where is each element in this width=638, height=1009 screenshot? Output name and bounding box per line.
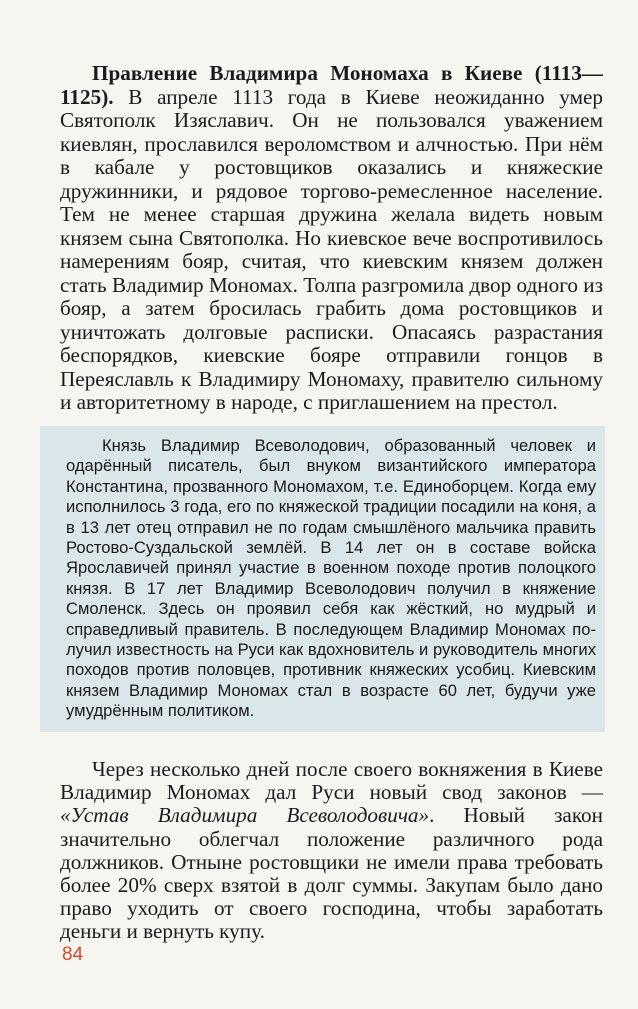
page-number: 84 (62, 944, 84, 965)
continuation-paragraph (60, 758, 603, 944)
info-box-text: Князь Владимир Всеволодович, образованный человек и одарённый писатель, был внуком византийского императора Константина, прозванного Мономахом, т.е. Единоборцем. Когда ему исполнилось 3 года, его по княжеской традиции посадили на коня, а в 13 лет отец отправил не по годам смышлёного мальчика править Ростово-Суздальской землёй. В 14 лет он в составе войска Ярославичей принял участие в военном походе против полоцкого князя. В 17 лет Владимир Всеволодович получил в княжение Смоленск. Здесь он проявил себя как жёсткий, но мудрый и справедливый правитель. В последующем Владимир Мономах получил известность на Руси как вдохновитель и руководитель многих походов против половцев, противник княжеских усобиц. Киевским князем Владимир Мономах стал в возрасте 60 лет, будучи уже умудрённым политиком. (66, 436, 596, 721)
section-body: В апреле 1113 года в Киеве неожиданно умер Святополк Изяславич. Он не пользовался уважением киевлян, прославился вероломством и алчностью. При нём в кабале у ростовщиков оказались и княжеские дружинники, и рядовое торгово-ремесленное население. Тем не менее старшая дружина желала видеть новым князем сына Святополка. Но киевское вече воспротивилось намерениям бояр, считая, что киевским князем должен стать Владимир Мономах. Толпа разгромила двор одного из бояр, а затем бросилась грабить дома ростовщиков и уничтожать долговые расписки. Опасаясь разрастания беспорядков, киевские бояре отправили гонцов в Переяславль к Владимиру Мономаху, правителю сильному и авторитетному в народе, с приглашением на престол. (60, 84, 603, 414)
section-paragraph (60, 62, 603, 415)
law-title: «Устав Владимира Всеволодовича» (60, 803, 430, 828)
continuation-text-end: . Новый закон значительно облегчал положение различного рода должников. Отныне ростовщики не имели права требовать более 20% сверх взятой в долг суммы. Закупам было дано право уходить от своего господина, чтобы заработать деньги и вернуть купу. (60, 803, 603, 944)
section-heading: Правление Владимира Мономаха в Киеве (1113—1125). (60, 61, 603, 109)
continuation-text-start: Через несколько дней после своего вокняжения в Киеве Владимир Мономах дал Руси новый свод законов — (60, 757, 603, 805)
